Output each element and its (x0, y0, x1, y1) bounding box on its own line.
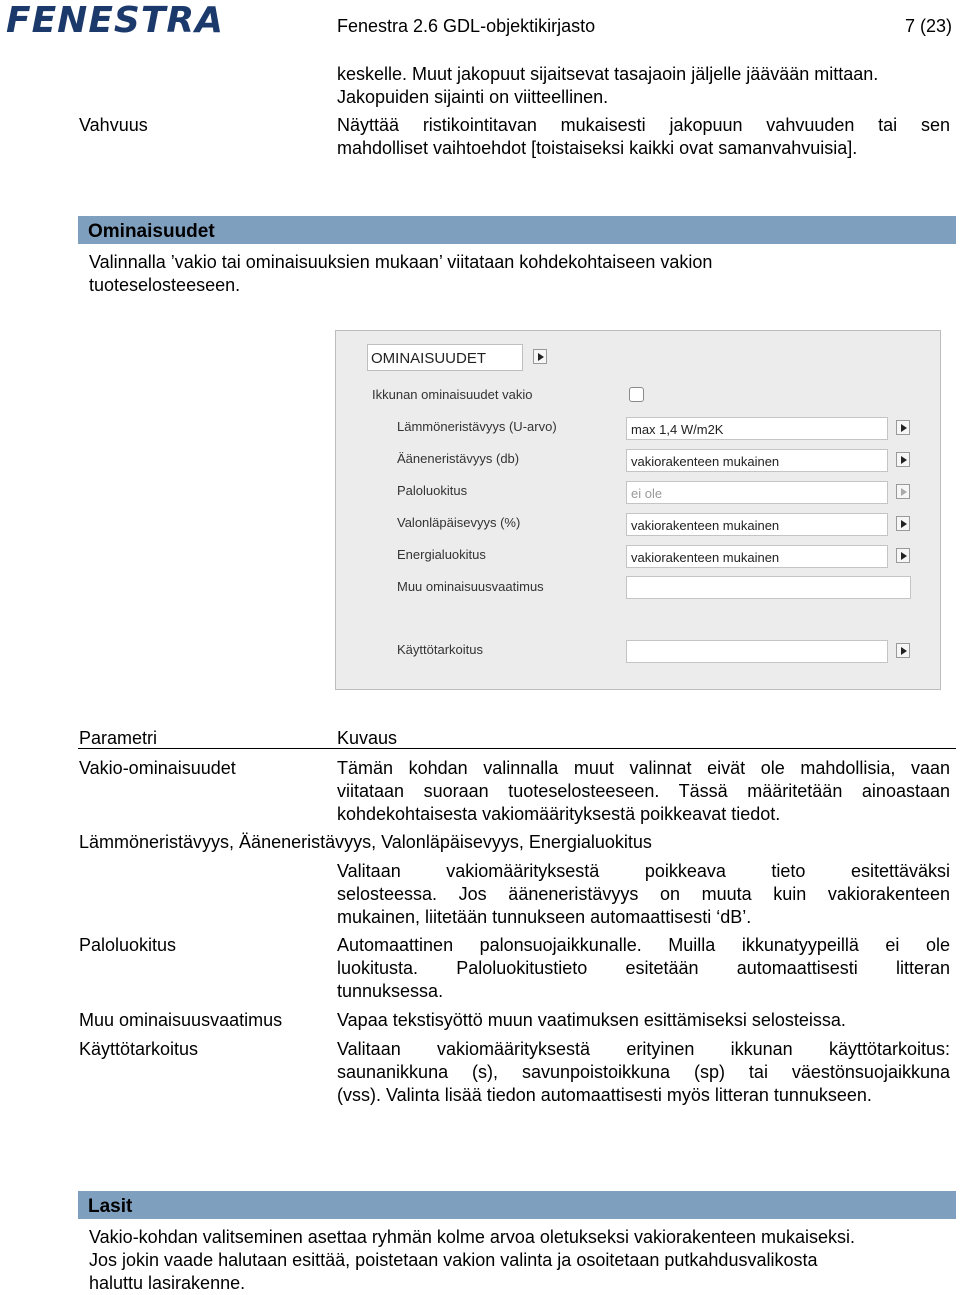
energy-class-dropdown-arrow-icon[interactable] (896, 548, 910, 563)
param-vakio-desc-2: viitataan suoraan tuoteselosteeseen. Tässä määritetään ainoastaan (337, 781, 950, 801)
fenestra-logo: FENESTRA (6, 0, 224, 41)
light-transmission-label: Valonläpäisevyys (%) (397, 515, 521, 530)
param-muu-desc-1: Vapaa tekstisyöttö muun vaatimuksen esittämiseksi selosteissa. (337, 1010, 846, 1030)
param-paloluokitus-label: Paloluokitus (79, 935, 177, 955)
param-kayttotarkoitus-desc-3: (vss). Valinta lisää tiedon automaattisesti myös litteran tunnukseen. (337, 1085, 872, 1105)
fire-rating-dropdown-arrow-icon (896, 484, 910, 499)
light-transmission-field[interactable]: vakiorakenteen mukainen (626, 513, 888, 536)
section1-text-1: Valinnalla ’vakio tai ominaisuuksien mukaan’ viitataan kohdekohtaiseen vakion (89, 252, 713, 272)
intro-line-1: keskelle. Muut jakopuut sijaitsevat tasajaoin jäljelle jäävään mittaan. (337, 64, 879, 84)
ominaisuudet-panel (335, 330, 941, 690)
standard-properties-label: Ikkunan ominaisuudet vakio (372, 387, 533, 402)
param-vakio-desc-1: Tämän kohdan valinnalla muut valinnat eivät ole mahdollisia, vaan (337, 758, 950, 778)
table-header-rule (78, 748, 956, 749)
document-title: Fenestra 2.6 GDL-objektikirjasto (337, 16, 596, 36)
vahvuus-desc-line-2: mahdolliset vaihtoehdot [toistaiseksi kaikki ovat samanvahvuisia]. (337, 138, 858, 158)
param-vakio-label: Vakio-ominaisuudet (79, 758, 236, 778)
other-requirement-input[interactable] (626, 576, 911, 599)
sound-insulation-label: Ääneneristävyys (db) (397, 451, 520, 466)
panel-expand-arrow-icon[interactable] (533, 349, 547, 364)
vahvuus-desc-line-1: Näyttää ristikointitavan mukaisesti jakopuun vahvuuden tai sen (337, 115, 950, 135)
intro-line-2: Jakopuiden sijainti on viitteellinen. (337, 87, 609, 107)
table-header-parametri: Parametri (79, 728, 158, 748)
energy-class-label: Energialuokitus (397, 547, 486, 562)
param-kayttotarkoitus-desc-1: Valitaan vakiomäärityksestä erityinen ikkunan käyttötarkoitus: (337, 1039, 950, 1059)
param-paloluokitus-desc-3: tunnuksessa. (337, 981, 444, 1001)
param-paloluokitus-desc-1: Automaattinen palonsuojaikkunalle. Muilla ikkunatyypeillä ei ole (337, 935, 950, 955)
purpose-label: Käyttötarkoitus (397, 642, 483, 657)
purpose-field[interactable] (626, 640, 888, 663)
param-kayttotarkoitus-desc-2: saunanikkuna (s), savunpoistoikkuna (sp) tai väestönsuojaikkuna (337, 1062, 950, 1082)
param-kayttotarkoitus-label: Käyttötarkoitus (79, 1039, 199, 1059)
param-group-desc-3: mukainen, liitetään tunnukseen automaattisesti ‘dB’. (337, 907, 752, 927)
fire-rating-field: ei ole (626, 481, 888, 504)
panel-title: OMINAISUUDET (367, 344, 523, 371)
param-muu-label: Muu ominaisuusvaatimus (79, 1010, 283, 1030)
section-header-lasit (78, 1191, 956, 1219)
energy-class-field[interactable]: vakiorakenteen mukainen (626, 545, 888, 568)
section2-text-2: Jos jokin vaade halutaan esittää, poistetaan vakion valinta ja osoitetaan putkahdusvalikosta (89, 1250, 818, 1270)
param-group-desc-2: selosteessa. Jos ääneneristävyys on muuta kuin vakiorakenteen (337, 884, 950, 904)
param-group-desc-1: Valitaan vakiomäärityksestä poikkeava tieto esitettäväksi (337, 861, 950, 881)
section-header-ominaisuudet (78, 216, 956, 244)
param-vakio-desc-3: kohdekohtaisesta vakiomäärityksestä poikkeavat tiedot. (337, 804, 781, 824)
sound-insulation-field[interactable]: vakiorakenteen mukainen (626, 449, 888, 472)
u-value-dropdown-arrow-icon[interactable] (896, 420, 910, 435)
standard-properties-checkbox[interactable] (629, 387, 644, 402)
fire-rating-label: Paloluokitus (397, 483, 468, 498)
other-requirement-label: Muu ominaisuusvaatimus (397, 579, 544, 594)
section-title: Lasit (88, 1196, 133, 1217)
sound-insulation-dropdown-arrow-icon[interactable] (896, 452, 910, 467)
light-transmission-dropdown-arrow-icon[interactable] (896, 516, 910, 531)
page-number: 7 (23) (905, 16, 953, 36)
section1-text-2: tuoteselosteeseen. (89, 275, 241, 295)
section2-text-3: haluttu lasirakenne. (89, 1273, 246, 1293)
u-value-field[interactable]: max 1,4 W/m2K (626, 417, 888, 440)
table-header-kuvaus: Kuvaus (337, 728, 398, 748)
u-value-label: Lämmöneristävyys (U-arvo) (397, 419, 557, 434)
section2-text-1: Vakio-kohdan valitseminen asettaa ryhmän kolme arvoa oletukseksi vakiorakenteen mukaiseksi. (89, 1227, 856, 1247)
purpose-dropdown-arrow-icon[interactable] (896, 643, 910, 658)
vahvuus-label: Vahvuus (79, 115, 148, 135)
param-paloluokitus-desc-2: luokitusta. Paloluokitustieto esitetään automaattisesti litteran (337, 958, 950, 978)
param-group-label: Lämmöneristävyys, Ääneneristävyys, Valonläpäisevyys, Energialuokitus (79, 832, 652, 852)
section-title: Ominaisuudet (88, 221, 215, 242)
